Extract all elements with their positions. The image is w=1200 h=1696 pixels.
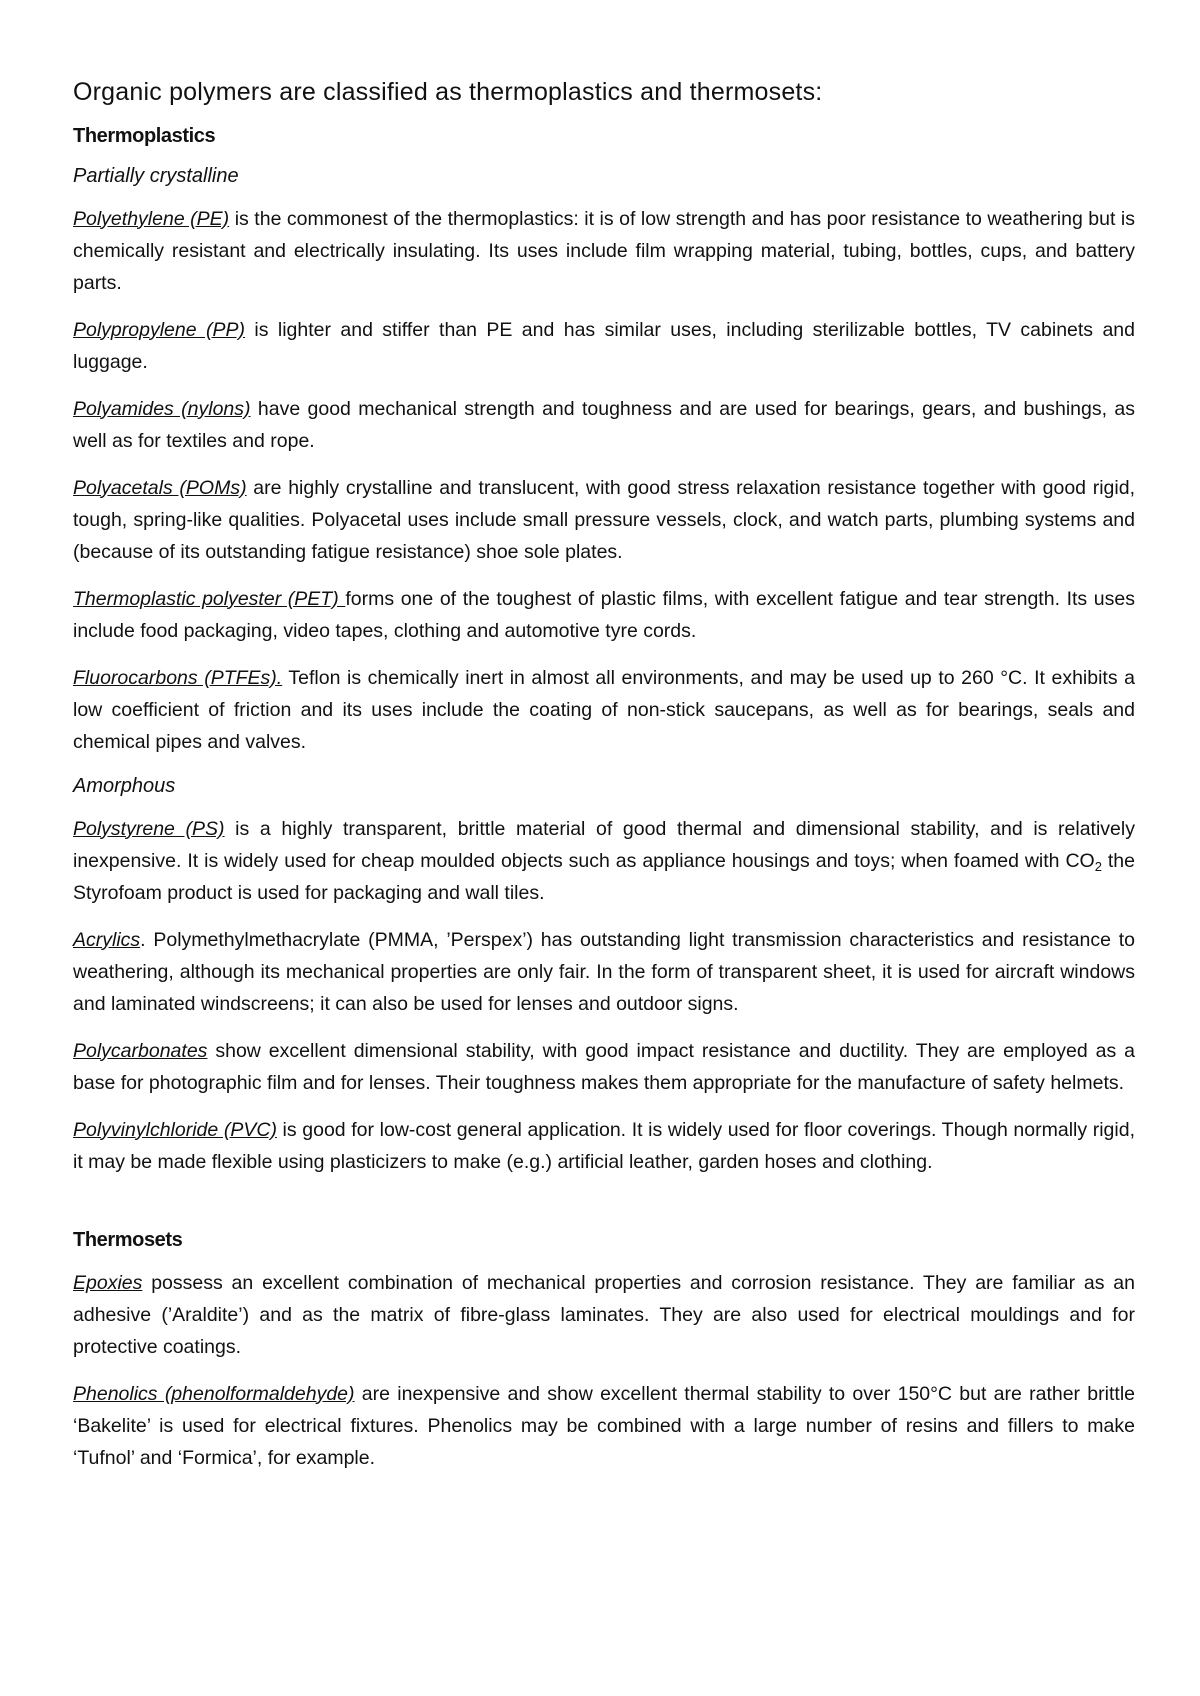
document-page [73, 76, 1135, 1489]
term-polyacetals: Polyacetals (POMs) [73, 476, 247, 499]
term-pvc: Polyvinylchloride (PVC) [73, 1118, 277, 1141]
term-polystyrene: Polystyrene (PS) [73, 817, 225, 840]
subheading-partially-crystalline: Partially crystalline [73, 164, 239, 187]
term-epoxies: Epoxies [73, 1271, 143, 1294]
paragraph-epoxies [73, 1267, 1135, 1363]
description-polystyrene-part2: the Styrofoam product is used for packaging and wall tiles. [73, 849, 1135, 904]
paragraph-pvc [73, 1114, 1135, 1178]
subheading-amorphous: Amorphous [73, 774, 176, 797]
paragraph-polyacetals [73, 472, 1135, 568]
term-fluorocarbons: Fluorocarbons (PTFEs). [73, 666, 283, 689]
paragraph-polycarbonates [73, 1035, 1135, 1099]
section-heading-thermosets: Thermosets [73, 1228, 183, 1251]
term-polyethylene: Polyethylene (PE) [73, 207, 230, 230]
section-heading-thermoplastics: Thermoplastics [73, 124, 216, 147]
document-title: Organic polymers are classified as thermoplastics and thermosets: [73, 78, 823, 106]
description-fluorocarbons: Teflon is chemically inert in almost all environments, and may be used up to 260 °C. It exhibits a low coefficient of friction and its uses include the coating of non-stick saucepans, as well as for bearings, seals and chemical pipes and valves. [73, 666, 1136, 753]
paragraph-polypropylene [73, 314, 1135, 378]
description-polyethylene: is the commonest of the thermoplastics: it is of low strength and has poor resistance to weathering but is chemically resistant and electrically insulating. Its uses include film wrapping material, tubing, bottles, cups, and battery parts. [73, 207, 1136, 294]
description-polyamides: have good mechanical strength and toughness and are used for bearings, gears, and bushings, as well as for textiles and rope. [73, 397, 1135, 452]
description-acrylics: . Polymethylmethacrylate (PMMA, ’Perspex’) has outstanding light transmission characteristics and resistance to weathering, although its mechanical properties are only fair. In the form of transparent sheet, it is used for aircraft windows and laminated windscreens; it can also be used for lenses and outdoor signs. [73, 928, 1135, 1015]
paragraph-phenolics [73, 1378, 1135, 1474]
description-epoxies: possess an excellent combination of mechanical properties and corrosion resistance. They are familiar as an adhesive (’Araldite’) and as the matrix of fibre-glass laminates. They are also used for electrical mouldings and for protective coatings. [73, 1271, 1135, 1358]
paragraph-polystyrene [73, 813, 1135, 909]
description-polystyrene-part1: is a highly transparent, brittle material of good thermal and dimensional stability, and is relatively inexpensive. It is widely used for cheap moulded objects such as appliance housings and toys; when foamed with CO [73, 817, 1135, 872]
paragraph-polyamides [73, 393, 1135, 457]
term-thermoplastic-polyester: Thermoplastic polyester (PET) [73, 587, 346, 610]
term-polypropylene: Polypropylene (PP) [73, 318, 245, 341]
term-polyamides: Polyamides (nylons) [73, 397, 251, 420]
paragraph-acrylics [73, 924, 1135, 1020]
term-phenolics: Phenolics (phenolformaldehyde) [73, 1382, 355, 1405]
paragraph-thermoplastic-polyester [73, 583, 1135, 647]
description-phenolics: are inexpensive and show excellent thermal stability to over 150°C but are rather brittle ‘Bakelite’ is used for electrical fixtures. Phenolics may be combined with a large number of resins and fillers to make ‘Tufnol’ and ‘Formica’, for example. [73, 1382, 1135, 1469]
description-polycarbonates: show excellent dimensional stability, with good impact resistance and ductility. They are employed as a base for photographic film and for lenses. Their toughness makes them appropriate for the manufacture of safety helmets. [73, 1039, 1135, 1094]
section-spacer [73, 1193, 1135, 1227]
description-polyacetals: are highly crystalline and translucent, with good stress relaxation resistance together with good rigid, tough, spring-like qualities. Polyacetal uses include small pressure vessels, clock, and watch parts, plumbing systems and (because of its outstanding fatigue resistance) shoe sole plates. [73, 476, 1135, 563]
co2-subscript: 2 [1094, 858, 1102, 874]
paragraph-polyethylene [73, 203, 1135, 299]
description-thermoplastic-polyester: forms one of the toughest of plastic films, with excellent fatigue and tear strength. Its uses include food packaging, video tapes, clothing and automotive tyre cords. [73, 587, 1135, 642]
description-polypropylene: is lighter and stiffer than PE and has similar uses, including sterilizable bottles, TV cabinets and luggage. [73, 318, 1135, 373]
paragraph-fluorocarbons [73, 662, 1135, 758]
term-polycarbonates: Polycarbonates [73, 1039, 208, 1062]
description-pvc: is good for low-cost general application. It is widely used for floor coverings. Though normally rigid, it may be made flexible using plasticizers to make (e.g.) artificial leather, garden hoses and clothing. [73, 1118, 1135, 1173]
term-acrylics: Acrylics [73, 928, 141, 951]
